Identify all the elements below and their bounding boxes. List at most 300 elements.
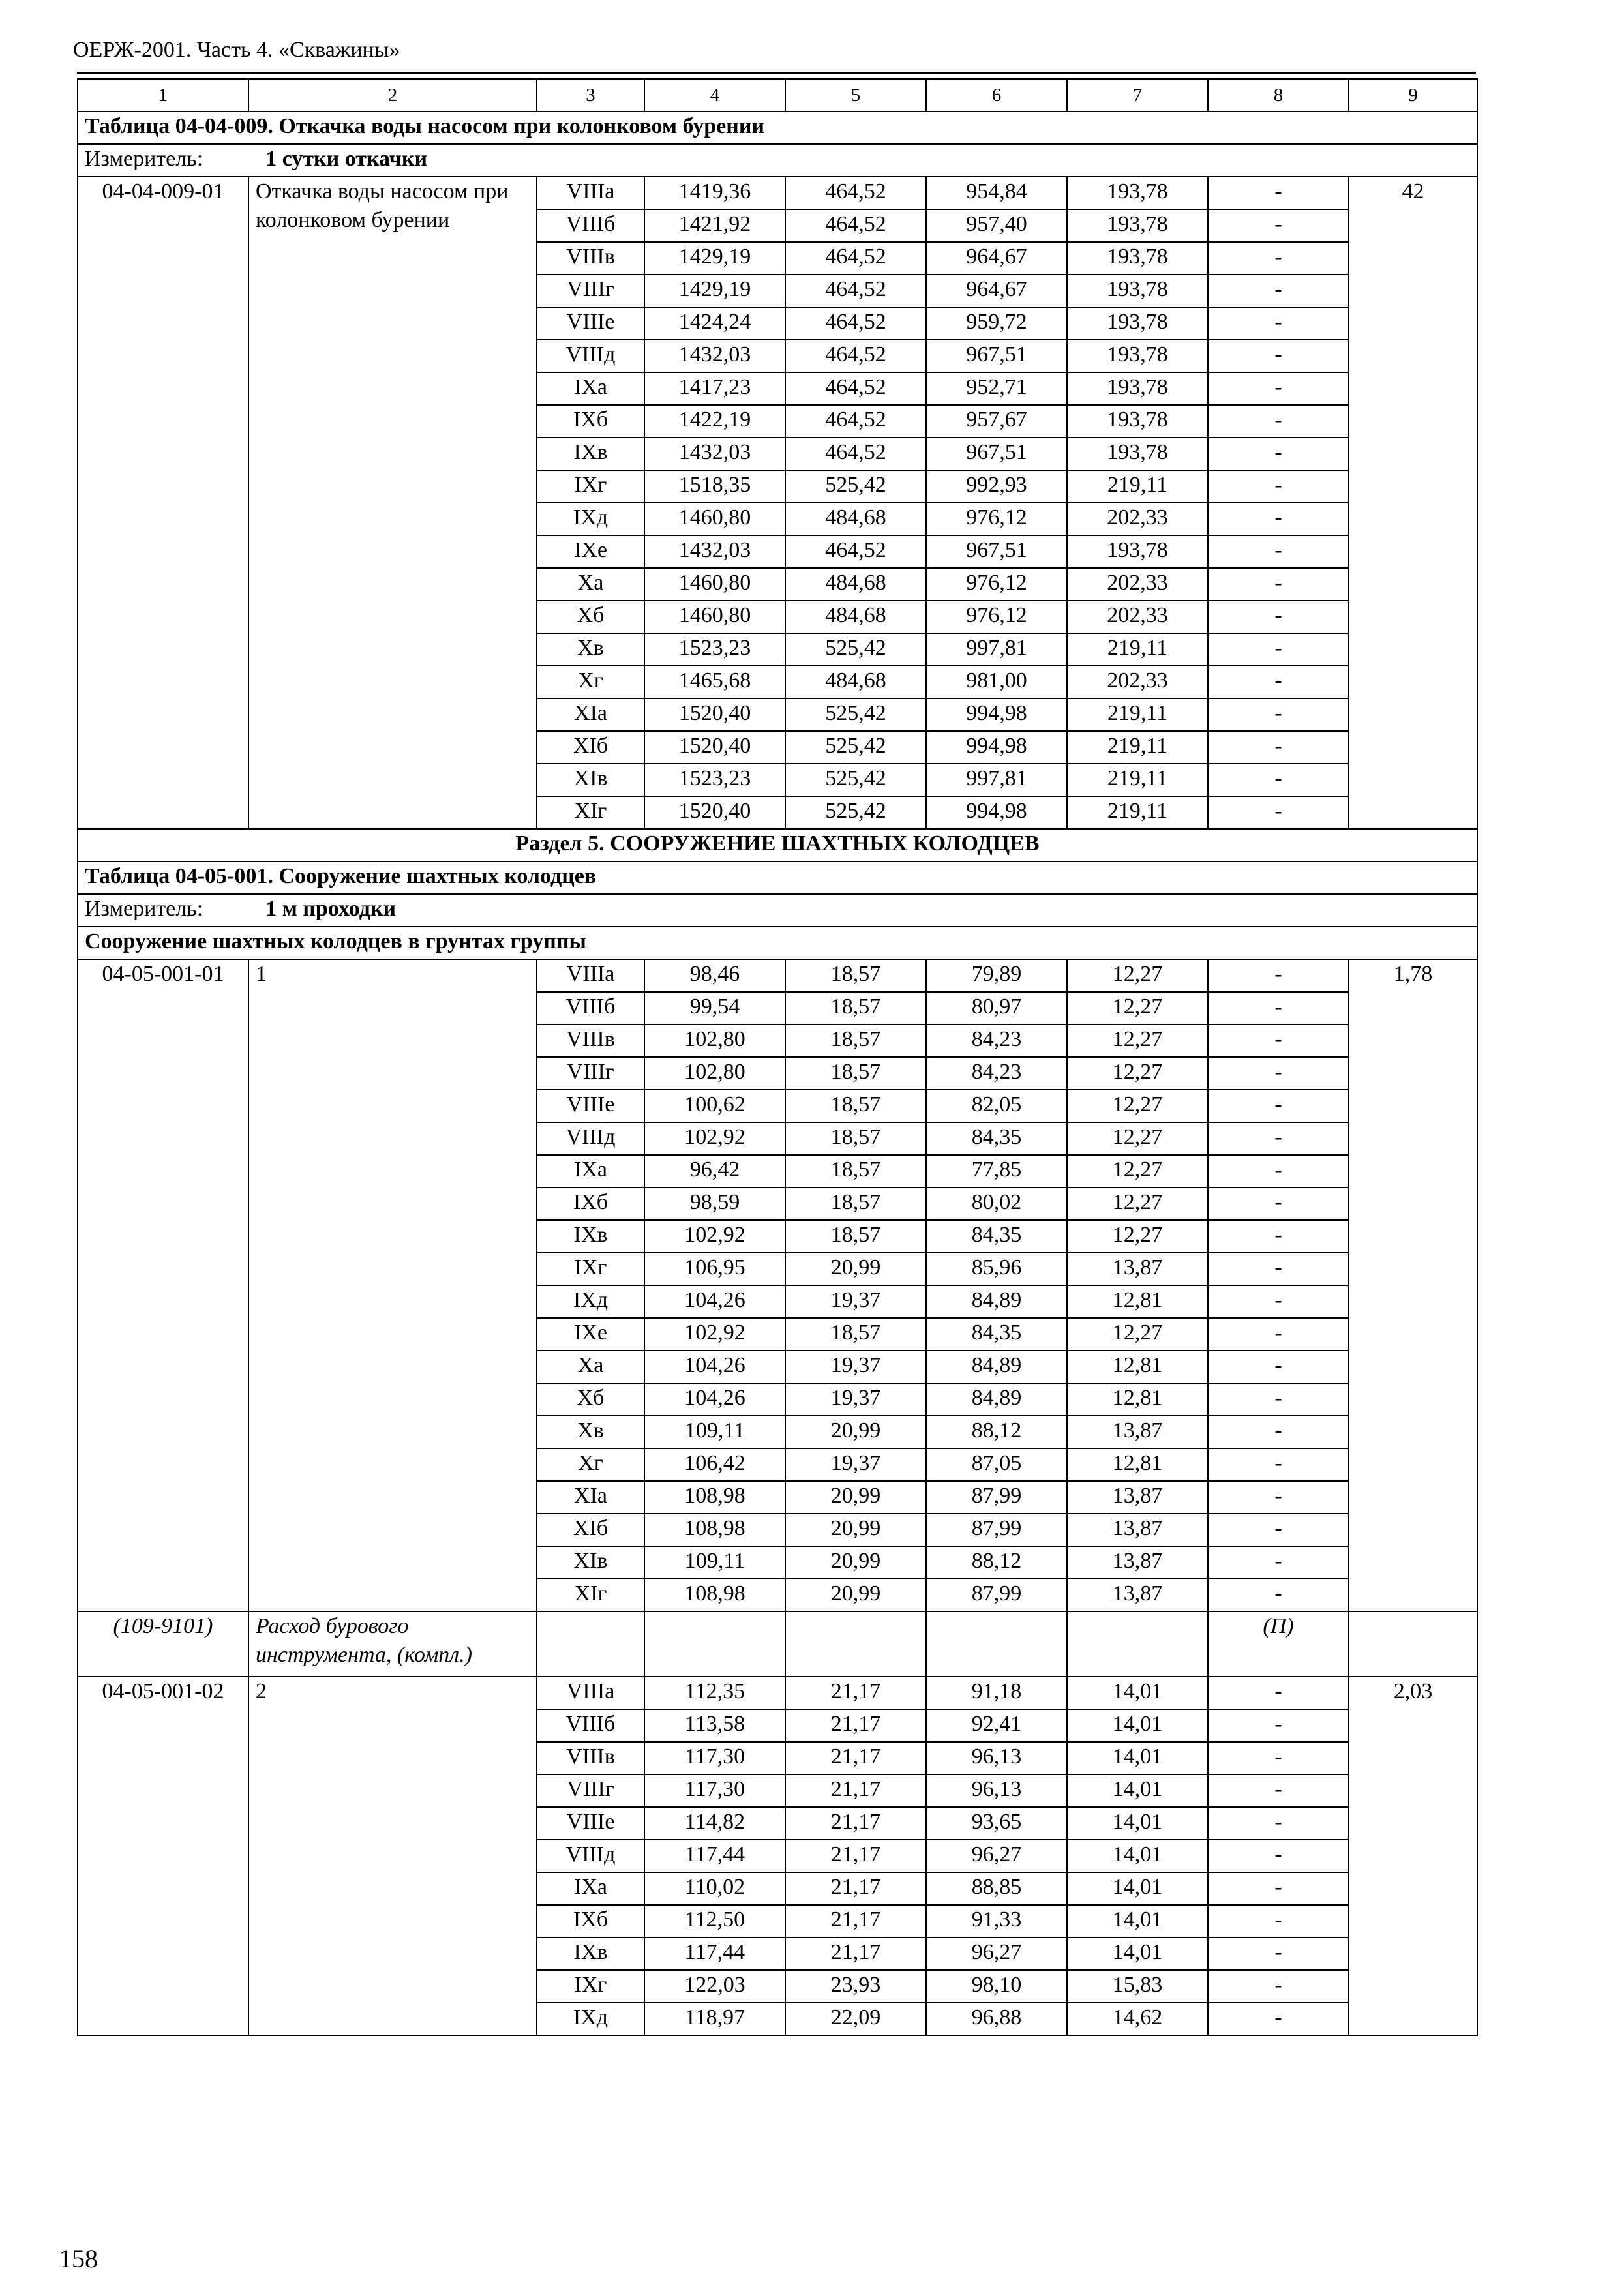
cost-value: - (1208, 438, 1349, 470)
table-title-row (78, 112, 1477, 144)
cost-value: 109,11 (644, 1416, 785, 1448)
cost-value: - (1208, 796, 1349, 829)
soil-group: VIIIa (537, 177, 644, 209)
soil-group: IXв (537, 438, 644, 470)
cost-value: 18,57 (785, 959, 926, 992)
cost-value: 21,17 (785, 1937, 926, 1970)
cost-value: 202,33 (1067, 601, 1208, 633)
cost-value: 202,33 (1067, 666, 1208, 698)
cost-value: 1460,80 (644, 601, 785, 633)
cost-value: 464,52 (785, 209, 926, 242)
cost-value: 964,67 (926, 275, 1067, 307)
item-name: Откачка воды насосом при колонковом бурении (248, 177, 537, 829)
soil-group: VIIIв (537, 242, 644, 275)
cost-value: 99,54 (644, 992, 785, 1025)
cost-value: 96,27 (926, 1840, 1067, 1872)
cost-value: 88,85 (926, 1872, 1067, 1905)
column-number: 8 (1208, 79, 1349, 112)
cost-value: 12,27 (1067, 1122, 1208, 1155)
cost-value: 1422,19 (644, 405, 785, 438)
cost-value: 21,17 (785, 1840, 926, 1872)
cost-value: - (1208, 1872, 1349, 1905)
cost-value: 997,81 (926, 764, 1067, 796)
cost-value: - (1208, 2003, 1349, 2035)
cost-value: 21,17 (785, 1709, 926, 1742)
subheader: Сооружение шахтных колодцев в грунтах группы (78, 927, 1477, 959)
cost-value: 525,42 (785, 764, 926, 796)
cost-value: - (1208, 1840, 1349, 1872)
cost-value: 84,23 (926, 1057, 1067, 1090)
cost-value: 484,68 (785, 503, 926, 535)
cost-value: 219,11 (1067, 796, 1208, 829)
cost-value: 102,92 (644, 1318, 785, 1351)
soil-group: IXг (537, 1970, 644, 2003)
cost-value: 1424,24 (644, 307, 785, 340)
cost-value: 15,83 (1067, 1970, 1208, 2003)
item-code: 04-04-009-01 (78, 177, 248, 829)
soil-group: Xг (537, 1448, 644, 1481)
cost-value: 114,82 (644, 1807, 785, 1840)
cost-value: 106,42 (644, 1448, 785, 1481)
cost-value: 12,81 (1067, 1448, 1208, 1481)
cost-value: - (1208, 666, 1349, 698)
soil-group: VIIIв (537, 1025, 644, 1057)
cost-value: 21,17 (785, 1872, 926, 1905)
cost-value: 12,27 (1067, 1220, 1208, 1253)
cost-value: - (1208, 1188, 1349, 1220)
soil-group: IXд (537, 1285, 644, 1318)
cost-value: - (1208, 177, 1349, 209)
cost-value: - (1208, 209, 1349, 242)
cost-value: 202,33 (1067, 503, 1208, 535)
cost-value: 22,09 (785, 2003, 926, 2035)
cost-value: 12,27 (1067, 1025, 1208, 1057)
cost-value: 122,03 (644, 1970, 785, 2003)
cost-value: - (1208, 633, 1349, 666)
column-number: 2 (248, 79, 537, 112)
data-row (78, 177, 1477, 209)
cost-value: 1460,80 (644, 503, 785, 535)
cost-value: 484,68 (785, 568, 926, 601)
cost-value: 464,52 (785, 340, 926, 372)
cost-value: 98,59 (644, 1188, 785, 1220)
cost-value: 19,37 (785, 1351, 926, 1383)
cost-value: 20,99 (785, 1481, 926, 1514)
cost-value: 1432,03 (644, 438, 785, 470)
soil-group: XIб (537, 1514, 644, 1546)
cost-value: 994,98 (926, 698, 1067, 731)
cost-value: 18,57 (785, 1188, 926, 1220)
cost-value: - (1208, 1937, 1349, 1970)
cost-value: 85,96 (926, 1253, 1067, 1285)
soil-group: XIa (537, 698, 644, 731)
measure-label: Измеритель: (85, 897, 203, 921)
soil-group: Xб (537, 601, 644, 633)
soil-group: Xa (537, 568, 644, 601)
cost-value: - (1208, 503, 1349, 535)
cost-value: - (1208, 1122, 1349, 1155)
cost-value: 96,88 (926, 2003, 1067, 2035)
soil-group: Xв (537, 1416, 644, 1448)
cost-value: 18,57 (785, 1318, 926, 1351)
cost-value: - (1208, 601, 1349, 633)
cost-value: 981,00 (926, 666, 1067, 698)
cost-value: 193,78 (1067, 209, 1208, 242)
cost-value: 82,05 (926, 1090, 1067, 1122)
empty-cell (644, 1611, 785, 1677)
cost-value: 84,35 (926, 1318, 1067, 1351)
cost-value: 20,99 (785, 1253, 926, 1285)
item-name: 1 (248, 959, 537, 1611)
cost-value: 21,17 (785, 1905, 926, 1937)
cost-value: 1518,35 (644, 470, 785, 503)
item-code: 04-05-001-01 (78, 959, 248, 1611)
cost-value: - (1208, 1448, 1349, 1481)
cost-value: 525,42 (785, 470, 926, 503)
cost-value: - (1208, 242, 1349, 275)
cost-value: 14,01 (1067, 1742, 1208, 1774)
cost-value: 997,81 (926, 633, 1067, 666)
cost-value: 102,92 (644, 1122, 785, 1155)
cost-value: 967,51 (926, 535, 1067, 568)
soil-group: VIIIг (537, 1774, 644, 1807)
cost-value: 88,12 (926, 1546, 1067, 1579)
section-row (78, 829, 1477, 861)
cost-value: 464,52 (785, 307, 926, 340)
soil-group: Xв (537, 633, 644, 666)
cost-value: 1419,36 (644, 177, 785, 209)
cost-value: 117,44 (644, 1840, 785, 1872)
resource-row (78, 1611, 1477, 1677)
cost-value: 964,67 (926, 242, 1067, 275)
cost-value: 1417,23 (644, 372, 785, 405)
soil-group: VIIIб (537, 1709, 644, 1742)
cost-value: 18,57 (785, 1057, 926, 1090)
cost-value: 12,81 (1067, 1351, 1208, 1383)
soil-group: Xг (537, 666, 644, 698)
cost-value: 994,98 (926, 731, 1067, 764)
cost-value: - (1208, 1253, 1349, 1285)
cost-value: - (1208, 959, 1349, 992)
cost-value: 954,84 (926, 177, 1067, 209)
cost-value: 193,78 (1067, 372, 1208, 405)
cost-value: 13,87 (1067, 1481, 1208, 1514)
cost-value: - (1208, 1677, 1349, 1709)
soil-group: XIг (537, 796, 644, 829)
cost-value: 13,87 (1067, 1514, 1208, 1546)
cost-value: 525,42 (785, 698, 926, 731)
cost-value: 92,41 (926, 1709, 1067, 1742)
cost-value: 976,12 (926, 503, 1067, 535)
cost-value: - (1208, 1220, 1349, 1253)
cost-value: 96,13 (926, 1742, 1067, 1774)
cost-value: 20,99 (785, 1546, 926, 1579)
soil-group: IXa (537, 1155, 644, 1188)
cost-value: - (1208, 1807, 1349, 1840)
subheader-row (78, 927, 1477, 959)
cost-value: 464,52 (785, 177, 926, 209)
empty-cell (537, 1611, 644, 1677)
cost-value: - (1208, 470, 1349, 503)
cost-value: 952,71 (926, 372, 1067, 405)
cost-value: - (1208, 1057, 1349, 1090)
cost-value: 102,80 (644, 1057, 785, 1090)
soil-group: XIa (537, 1481, 644, 1514)
cost-value: 14,01 (1067, 1905, 1208, 1937)
soil-group: IXв (537, 1937, 644, 1970)
cost-value: 117,30 (644, 1742, 785, 1774)
header-rule (77, 72, 1476, 74)
cost-value: 77,85 (926, 1155, 1067, 1188)
cost-value: 464,52 (785, 372, 926, 405)
cost-value: 13,87 (1067, 1579, 1208, 1611)
cost-value: - (1208, 1318, 1349, 1351)
cost-value: 12,27 (1067, 992, 1208, 1025)
cost-value: 12,27 (1067, 1090, 1208, 1122)
cost-value: 484,68 (785, 666, 926, 698)
cost-value: 19,37 (785, 1448, 926, 1481)
soil-group: VIIIe (537, 307, 644, 340)
cost-value: 84,89 (926, 1351, 1067, 1383)
column-number: 4 (644, 79, 785, 112)
cost-value: 96,13 (926, 1774, 1067, 1807)
cost-value: 1429,19 (644, 275, 785, 307)
cost-value: 91,33 (926, 1905, 1067, 1937)
measure-row (78, 144, 1477, 177)
soil-group: Xб (537, 1383, 644, 1416)
cost-value: - (1208, 1416, 1349, 1448)
cost-value: - (1208, 1383, 1349, 1416)
data-row (78, 959, 1477, 992)
cost-value: 14,01 (1067, 1937, 1208, 1970)
cost-value: - (1208, 1155, 1349, 1188)
cost-value: 23,93 (785, 1970, 926, 2003)
cost-value: - (1208, 992, 1349, 1025)
cost-value: 193,78 (1067, 535, 1208, 568)
cost-value: 108,98 (644, 1579, 785, 1611)
cost-value: 193,78 (1067, 275, 1208, 307)
soil-group: IXe (537, 535, 644, 568)
cost-value: 1520,40 (644, 698, 785, 731)
cost-value: 87,99 (926, 1514, 1067, 1546)
machine-value: 42 (1349, 177, 1477, 829)
cost-value: 1520,40 (644, 731, 785, 764)
cost-value: 219,11 (1067, 470, 1208, 503)
cost-value: 219,11 (1067, 731, 1208, 764)
cost-value: 14,01 (1067, 1709, 1208, 1742)
cost-value: 98,10 (926, 1970, 1067, 2003)
soil-group: VIIIв (537, 1742, 644, 1774)
cost-value: 113,58 (644, 1709, 785, 1742)
page-number: 158 (59, 2244, 98, 2273)
cost-value: - (1208, 1579, 1349, 1611)
cost-value: 80,02 (926, 1188, 1067, 1220)
cost-value: 79,89 (926, 959, 1067, 992)
cost-value: - (1208, 1970, 1349, 2003)
cost-value: 976,12 (926, 601, 1067, 633)
cost-value: 84,89 (926, 1383, 1067, 1416)
machine-value: 2,03 (1349, 1677, 1477, 2035)
measure-unit: 1 сутки откачки (265, 147, 428, 171)
soil-group: IXб (537, 1188, 644, 1220)
soil-group: XIб (537, 731, 644, 764)
cost-value: - (1208, 1481, 1349, 1514)
soil-group: VIIIa (537, 1677, 644, 1709)
soil-group: IXa (537, 372, 644, 405)
table-title: Таблица 04-05-001. Сооружение шахтных колодцев (78, 861, 1477, 894)
cost-value: 193,78 (1067, 307, 1208, 340)
cost-value: - (1208, 568, 1349, 601)
cost-value: - (1208, 535, 1349, 568)
soil-group: IXд (537, 503, 644, 535)
column-number: 6 (926, 79, 1067, 112)
soil-group: Xa (537, 1351, 644, 1383)
soil-group: IXб (537, 1905, 644, 1937)
cost-value: 84,89 (926, 1285, 1067, 1318)
section-title: Раздел 5. СООРУЖЕНИЕ ШАХТНЫХ КОЛОДЦЕВ (78, 829, 1477, 861)
cost-value: 14,01 (1067, 1872, 1208, 1905)
cost-value: 464,52 (785, 405, 926, 438)
cost-value: 1465,68 (644, 666, 785, 698)
cost-value: 21,17 (785, 1774, 926, 1807)
cost-value: 112,35 (644, 1677, 785, 1709)
cost-value: 118,97 (644, 2003, 785, 2035)
cost-value: - (1208, 1090, 1349, 1122)
soil-group: VIIIг (537, 275, 644, 307)
column-number: 5 (785, 79, 926, 112)
cost-value: 21,17 (785, 1742, 926, 1774)
cost-value: 525,42 (785, 731, 926, 764)
cost-value: 20,99 (785, 1514, 926, 1546)
resource-code: (109-9101) (78, 1611, 248, 1677)
measure-cell (78, 894, 1477, 927)
cost-value: - (1208, 1774, 1349, 1807)
cost-value: 84,35 (926, 1220, 1067, 1253)
cost-value: 102,80 (644, 1025, 785, 1057)
cost-value: 14,01 (1067, 1807, 1208, 1840)
soil-group: VIIIг (537, 1057, 644, 1090)
cost-value: 14,01 (1067, 1774, 1208, 1807)
cost-value: 18,57 (785, 1025, 926, 1057)
measure-label: Измеритель: (85, 147, 203, 171)
cost-value: 18,57 (785, 1122, 926, 1155)
page-header: ОЕРЖ-2001. Часть 4. «Скважины» (73, 38, 400, 62)
soil-group: VIIIe (537, 1090, 644, 1122)
cost-value: 13,87 (1067, 1546, 1208, 1579)
cost-value: 14,01 (1067, 1840, 1208, 1872)
data-row (78, 1677, 1477, 1709)
cost-value: 12,27 (1067, 1057, 1208, 1090)
machine-value: 1,78 (1349, 959, 1477, 1611)
cost-value: 1460,80 (644, 568, 785, 601)
cost-value: 193,78 (1067, 242, 1208, 275)
cost-value: 14,62 (1067, 2003, 1208, 2035)
cost-value: 80,97 (926, 992, 1067, 1025)
cost-value: 109,11 (644, 1546, 785, 1579)
cost-value: 959,72 (926, 307, 1067, 340)
cost-value: 12,81 (1067, 1285, 1208, 1318)
item-code: 04-05-001-02 (78, 1677, 248, 2035)
soil-group: IXб (537, 405, 644, 438)
cost-value: 108,98 (644, 1514, 785, 1546)
column-number: 9 (1349, 79, 1477, 112)
cost-value: 84,35 (926, 1122, 1067, 1155)
cost-value: 96,27 (926, 1937, 1067, 1970)
soil-group: IXг (537, 1253, 644, 1285)
soil-group: XIв (537, 764, 644, 796)
cost-value: 104,26 (644, 1351, 785, 1383)
cost-value: 193,78 (1067, 177, 1208, 209)
soil-group: VIIIб (537, 209, 644, 242)
cost-value: 1523,23 (644, 633, 785, 666)
cost-value: 1523,23 (644, 764, 785, 796)
cost-value: 12,81 (1067, 1383, 1208, 1416)
cost-value: 464,52 (785, 535, 926, 568)
cost-value: 12,27 (1067, 1318, 1208, 1351)
cost-value: - (1208, 1285, 1349, 1318)
cost-value: 1429,19 (644, 242, 785, 275)
soil-group: XIг (537, 1579, 644, 1611)
table-title-row (78, 861, 1477, 894)
cost-value: - (1208, 1709, 1349, 1742)
cost-value: 12,27 (1067, 1188, 1208, 1220)
cost-value: - (1208, 1905, 1349, 1937)
cost-value: - (1208, 731, 1349, 764)
cost-value: 18,57 (785, 1155, 926, 1188)
cost-value: 100,62 (644, 1090, 785, 1122)
column-numbers-row (78, 79, 1477, 112)
measure-unit: 1 м проходки (265, 897, 397, 921)
cost-value: - (1208, 1546, 1349, 1579)
cost-value: 21,17 (785, 1807, 926, 1840)
cost-value: 21,17 (785, 1677, 926, 1709)
cost-value: 19,37 (785, 1383, 926, 1416)
cost-value: - (1208, 1025, 1349, 1057)
resource-name: Расход бурового инструмента, (компл.) (248, 1611, 537, 1677)
estimate-table (77, 78, 1478, 2036)
soil-group: IXд (537, 2003, 644, 2035)
cost-value: 1421,92 (644, 209, 785, 242)
cost-value: 193,78 (1067, 438, 1208, 470)
cost-value: 106,95 (644, 1253, 785, 1285)
cost-value: 93,65 (926, 1807, 1067, 1840)
item-name: 2 (248, 1677, 537, 2035)
soil-group: VIIIa (537, 959, 644, 992)
empty-cell (926, 1611, 1067, 1677)
cost-value: 102,92 (644, 1220, 785, 1253)
cost-value: 464,52 (785, 438, 926, 470)
cost-value: - (1208, 1514, 1349, 1546)
column-number: 7 (1067, 79, 1208, 112)
soil-group: VIIIд (537, 1122, 644, 1155)
measure-cell (78, 144, 1477, 177)
cost-value: - (1208, 1742, 1349, 1774)
cost-value: 13,87 (1067, 1253, 1208, 1285)
cost-value: 994,98 (926, 796, 1067, 829)
cost-value: 18,57 (785, 1090, 926, 1122)
cost-value: 117,44 (644, 1937, 785, 1970)
cost-value: - (1208, 698, 1349, 731)
cost-value: 112,50 (644, 1905, 785, 1937)
cost-value: 484,68 (785, 601, 926, 633)
cost-value: 87,05 (926, 1448, 1067, 1481)
resource-value: (П) (1208, 1611, 1349, 1677)
cost-value: 464,52 (785, 242, 926, 275)
cost-value: - (1208, 275, 1349, 307)
cost-value: 87,99 (926, 1481, 1067, 1514)
soil-group: VIIIe (537, 1807, 644, 1840)
cost-value: 12,27 (1067, 959, 1208, 992)
